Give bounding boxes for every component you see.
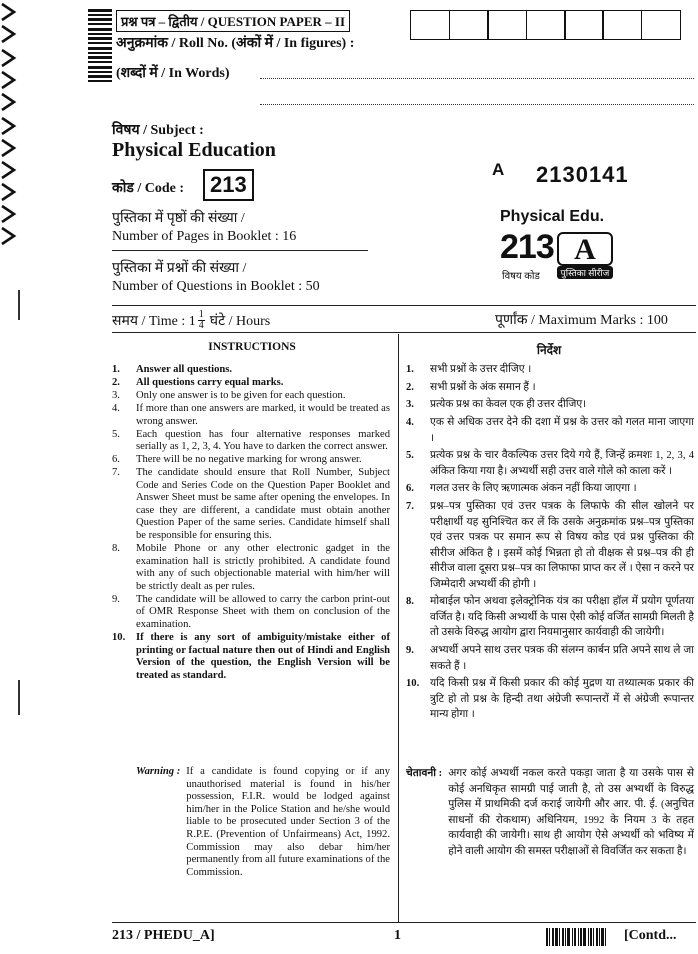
footer-rule: [112, 922, 696, 923]
roll-digit-box[interactable]: [602, 10, 642, 40]
warning-hindi: [406, 766, 694, 859]
instruction-item: 2. All questions carry equal marks.: [112, 376, 284, 388]
hindi-item: 2. सभी प्रश्नों के अंक समान हैं ।: [406, 381, 536, 393]
instruction-item: 10. If there is any sort of ambiguity/mistake either of printing or factual nature then out of Hindi and English Version of the question, the English Version will be treated as standard.: [112, 631, 390, 681]
hindi-warning-label: चेतावनी :: [406, 768, 443, 779]
instruction-item: 3. Only one answer is to be given for each question.: [112, 389, 346, 401]
hindi-item: 4. एक से अधिक उत्तर देने की दशा में प्रश्न के उत्तर को गलत माना जाएगा ।: [406, 417, 694, 444]
series-letter: A: [492, 160, 505, 179]
roll-digit-box[interactable]: [564, 10, 604, 40]
time-text: समय / Time : 1: [112, 314, 196, 329]
short-subject-name: Physical Edu.: [500, 208, 605, 225]
continued-label: [Contd...: [624, 928, 677, 943]
hindi-item: 7. प्रश्न–पत्र पुस्तिका एवं उत्तर पत्रक के लिफाफे की सील खोलने पर परीक्षार्थी यह सुनिश्चित कर लें कि उसके अनुक्रमांक प्रश्न–पत्र पुस्तिका एवं उत्तर पत्रक पर समान रूप से विषय कोड एवं प्रश्न पुस्तिका की सीरीज अंकित है । इसमें कोई भिन्नता हो तो वीक्षक से प्रश्न–पत्र की ही सीरीज वाला दूसरा प्रश्न–पत्र का लिफाफा प्राप्त कर लें । ऐसा न करने पर जिम्मेदारी अभ्यर्थी की होगी ।: [406, 501, 694, 590]
subject-label: विषय / Subject :: [112, 123, 204, 138]
max-marks: पूर्णांक / Maximum Marks : 100: [495, 313, 668, 328]
instructions-english: [112, 364, 390, 683]
roll-digit-box[interactable]: [526, 10, 566, 40]
instruction-item: 7. The candidate should ensure that Roll Number, Subject Code and Series Code on the Question Paper Booklet and Answer Sheet must be same after opening the envelopes. In case they are different, a candidate must obtain another Question Paper of the same series. Candidate himself shall be responsible for ensuring this.: [112, 467, 390, 542]
fraction-num: 1: [198, 309, 204, 320]
words-field[interactable]: [260, 78, 694, 79]
page-number: 1: [394, 928, 401, 943]
roll-digit-box[interactable]: [449, 10, 489, 40]
rule-bottom: [112, 332, 696, 333]
series-box-caption: पुस्तिका सीरीज: [557, 266, 613, 279]
hindi-item: 10. यदि किसी प्रश्न में किसी प्रकार की कोई मुद्रण या तथ्यात्मक प्रकार की त्रुटि हो तो प्रश्न के हिन्दी तथा अंग्रेजी रूपान्तरों में से अंग्रेजी रूपान्तर मान्य होगा ।: [406, 678, 694, 721]
series-code: 213: [500, 228, 554, 266]
footer-barcode: [546, 928, 606, 946]
booklet-number: 2130141: [536, 162, 629, 187]
roll-number-boxes[interactable]: [412, 10, 681, 40]
pages-hindi: पुस्तिका में पृष्ठों की संख्या /: [112, 211, 245, 226]
questions-hindi: पुस्तिका में प्रश्नों की संख्या /: [112, 261, 247, 276]
warning-label: Warning :: [136, 766, 181, 777]
rule-top: [112, 305, 696, 306]
roll-digit-box[interactable]: [641, 10, 681, 40]
hindi-item: 8. मोबाईल फोन अथवा इलेक्ट्रोनिक यंत्र का परीक्षा हॉल में प्रयोग पूर्णतया वर्जित है। यदि किसी अभ्यर्थी के पास ऐसी कोई वर्जित सामग्री मिलती है तो उसके विरुद्ध आयोग द्वारा नियमानुसार कार्यवाही की जायेगी।: [406, 596, 694, 639]
hindi-warning-text: अगर कोई अभ्यर्थी नकल करते पकड़ा जाता है या उसके पास से कोई अनधिकृत सामग्री पाई जाती है, तो उस अभ्यर्थी के विरुद्ध पुलिस में प्राथमिकी दर्ज कराई जायेगी और आर. पी. ई. (अनुचित साधनों की रोकथाम) अधिनियम, 1992 के नियम 3 के तहत कार्यवाही की जायेगी। साथ ही आयोग ऐसे अभ्यर्थी को भविष्य में होने वाली आयोग की समस्त परीक्षाओं से विवर्जित कर सकता है।: [448, 768, 694, 857]
pages-underline: [112, 250, 368, 251]
time-label: [112, 310, 270, 331]
roll-digit-box[interactable]: [487, 10, 527, 40]
hindi-item: 3. प्रत्येक प्रश्न का केवल एक ही उत्तर दीजिए।: [406, 399, 587, 411]
words-label: (शब्दों में / In Words): [116, 66, 230, 81]
code-box: 213: [203, 169, 254, 201]
instruction-item: 6. There will be no negative marking for wrong answer.: [112, 454, 362, 466]
words-field-2[interactable]: [260, 104, 694, 105]
warning-text: If a candidate is found copying or if any unauthorised material is found in his/her possession, F.I.R. would be lodged against him/her in the Police Station and he/she would liable to be prosecuted under Section 3 of the R.P.E. (Prevention of Unfairmeans) Act, 1992. Commission may also debar him/her permanently from all future examinations of the Commission.: [186, 766, 390, 878]
instruction-item: 8. Mobile Phone or any other electronic gadget in the examination hall is strictly prohibited. A candidate found with any of such objectionable material with him/her will be strictly dealt as per rules.: [112, 543, 390, 592]
instruction-item: 9. The candidate will be allowed to carry the carbon print-out of OMR Response Sheet with them on conclusion of the examination.: [112, 593, 390, 630]
hindi-heading: निर्देश: [536, 343, 562, 357]
hindi-item: 6. गलत उत्तर के लिए ऋणात्मक अंकन नहीं किया जाएगा ।: [406, 483, 637, 495]
code-label: कोड / Code :: [112, 181, 185, 196]
side-mark: [18, 680, 20, 715]
side-mark: [18, 290, 20, 320]
fraction-den: 4: [198, 320, 204, 331]
instruction-item: 5. Each question has four alternative responses marked serially as 1, 2, 3, 4. You have to darken the correct answer.: [112, 428, 390, 453]
hindi-item: 9. अभ्यर्थी अपने साथ उत्तर पत्रक की संलग्न कार्बन प्रति अपने साथ ले जा सकते हैं ।: [406, 645, 694, 672]
paper-label: प्रश्न पत्र – द्वितीय / QUESTION PAPER – II: [116, 10, 350, 32]
subject-name: Physical Education: [112, 139, 276, 161]
pages-english: Number of Pages in Booklet : 16: [112, 229, 297, 244]
time-fraction: [198, 310, 205, 331]
header-barcode: [88, 9, 112, 87]
instructions-hindi: [406, 362, 694, 725]
series-code-caption: विषय कोड: [502, 271, 540, 282]
instruction-item: 4. If more than one answers are marked, it would be treated as wrong answer.: [112, 402, 390, 427]
column-divider: [398, 334, 399, 922]
footer-code: 213 / PHEDU_A]: [112, 928, 215, 943]
roll-digit-box[interactable]: [410, 10, 450, 40]
roll-number-label: अनुक्रमांक / Roll No. (अंकों में / In figures) :: [116, 36, 355, 51]
hindi-item: 5. प्रत्येक प्रश्न के चार वैकल्पिक उत्तर दिये गये हैं, जिन्हें क्रमशः 1, 2, 3, 4 अंकित किया गया है। अभ्यर्थी सही उत्तर वाले गोले को काला करें ।: [406, 450, 694, 477]
hindi-item: 1. सभी प्रश्नों के उत्तर दीजिए ।: [406, 364, 532, 375]
time-unit: घंटे / Hours: [209, 314, 271, 329]
warning-english: [136, 766, 390, 879]
registration-marks: [0, 0, 22, 260]
instruction-item: 1. Answer all questions.: [112, 364, 233, 375]
series-box: A: [557, 232, 613, 266]
instructions-heading: INSTRUCTIONS: [208, 341, 296, 353]
questions-english: Number of Questions in Booklet : 50: [112, 279, 320, 294]
